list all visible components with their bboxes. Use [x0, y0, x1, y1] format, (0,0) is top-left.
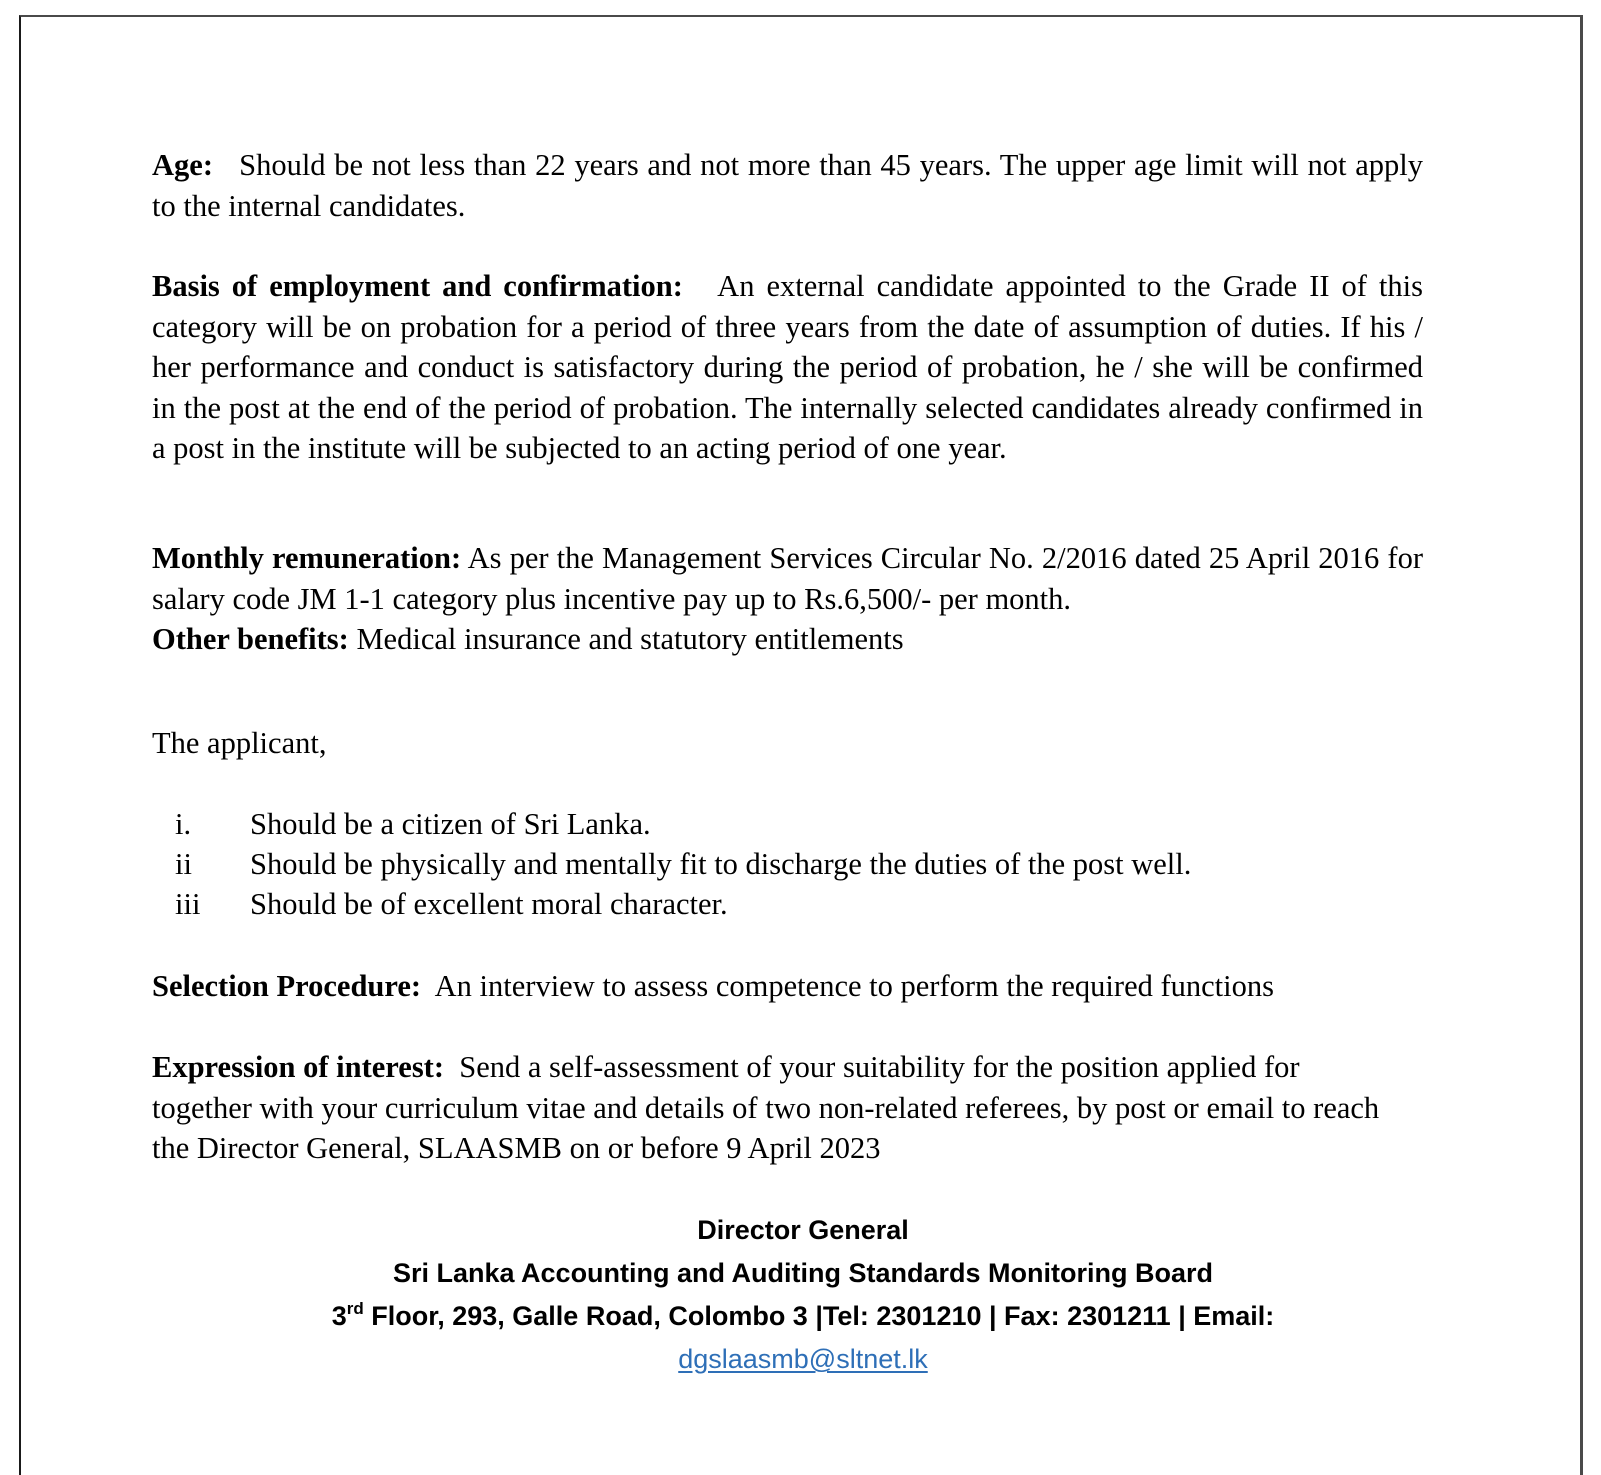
age-section — [152, 145, 1423, 226]
basis-label: Basis of employment and confirmation: — [152, 269, 683, 303]
floor-suffix: rd — [346, 1299, 364, 1318]
remuneration-section — [152, 538, 1423, 619]
list-number: ii — [175, 847, 192, 881]
list-number: iii — [175, 887, 201, 921]
benefits-text: Medical insurance and statutory entitlements — [356, 622, 904, 656]
basis-text: An external candidate appointed to the Grade II of this category will be on probation for a period of three years from the date of assumption of duties. If his / her performance and conduct is satisfactory during the period of probation, he / she will be confirmed in the post at the end of the period of probation. The internally selected candidates already confirmed in a post in the institute will be subjected to an acting period of one year. — [152, 269, 1423, 465]
list-text: Should be of excellent moral character. — [250, 887, 728, 921]
remuneration-text: As per the Management Services Circular No. 2/2016 dated 25 April 2016 for salary code JM 1-1 category plus incentive pay up to Rs.6,500/- per month. — [152, 541, 1423, 616]
selection-section — [152, 966, 1423, 1007]
age-text: Should be not less than 22 years and not more than 45 years. The upper age limit will not apply to the internal candidates. — [152, 148, 1424, 223]
footer-title: Director General — [697, 1215, 909, 1245]
address-text: Floor, 293, Galle Road, Colombo 3 |Tel: 2301210 | Fax: 2301211 | Email: — [363, 1301, 1275, 1331]
remuneration-label: Monthly remuneration: — [152, 541, 462, 575]
benefits-section — [152, 619, 1423, 660]
footer-organization: Sri Lanka Accounting and Auditing Standards Monitoring Board — [392, 1258, 1213, 1288]
basis-section — [152, 266, 1423, 469]
document-page — [19, 15, 1583, 1475]
floor-number: 3 — [331, 1301, 347, 1331]
age-label: Age: — [152, 148, 213, 182]
expression-text: Send a self-assessment of your suitability for the position applied for together with your curriculum vitae and details of two non-related referees, by post or email to reach the Director General, SLAASMB on or before 9 April 2023 — [152, 1050, 1380, 1165]
expression-label: Expression of interest: — [152, 1050, 444, 1084]
expression-section — [152, 1047, 1402, 1169]
selection-label: Selection Procedure: — [152, 969, 422, 1003]
footer-address — [21, 1295, 1585, 1338]
email-link[interactable]: dgslaasmb@sltnet.lk — [678, 1344, 928, 1374]
list-number: i. — [175, 807, 192, 841]
list-text: Should be a citizen of Sri Lanka. — [250, 807, 651, 841]
contact-footer — [21, 1209, 1585, 1381]
benefits-label: Other benefits: — [152, 622, 349, 656]
list-text: Should be physically and mentally fit to discharge the duties of the post well. — [250, 847, 1192, 881]
selection-text: An interview to assess competence to perform the required functions — [434, 969, 1274, 1003]
applicant-intro: The applicant, — [152, 726, 327, 760]
